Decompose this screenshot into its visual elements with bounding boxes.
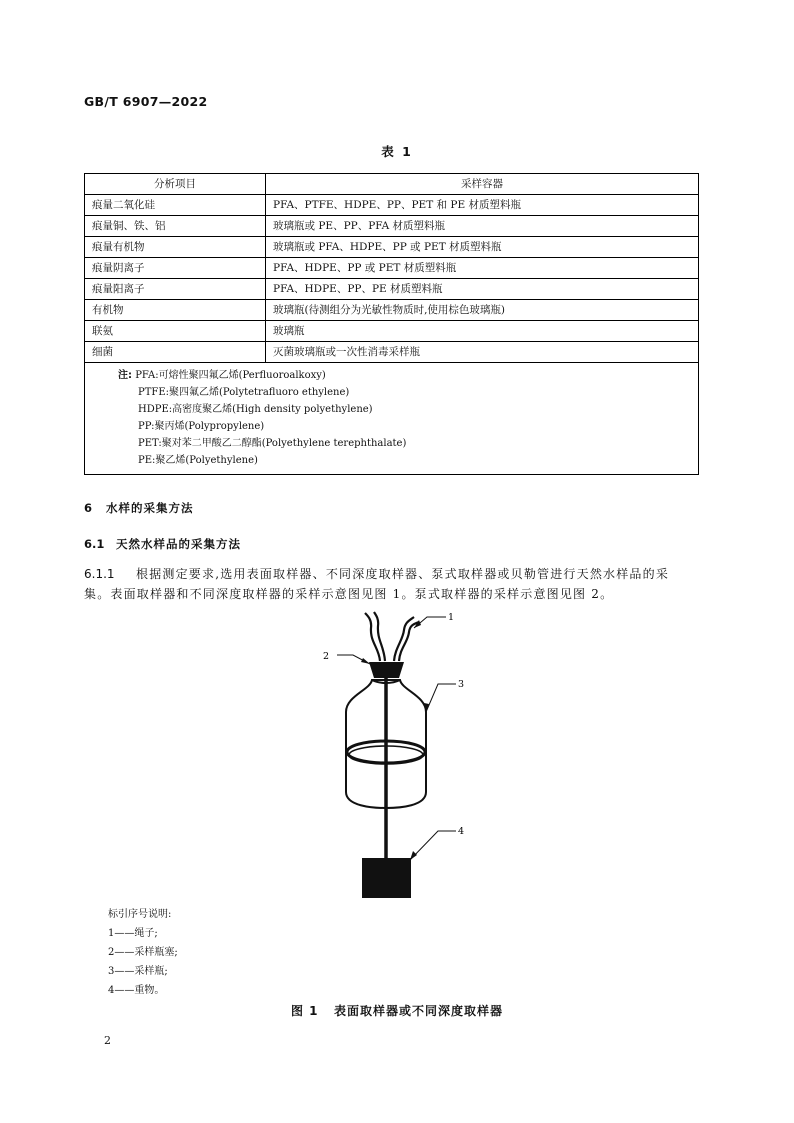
table-row	[85, 258, 699, 279]
bottle-stopper-icon	[369, 662, 404, 678]
table-cell: 痕量铜、铁、铝	[85, 216, 266, 237]
table-header-row	[85, 174, 699, 195]
section-6-heading	[84, 500, 194, 516]
figure-1-caption	[0, 1002, 794, 1019]
section-title: 水样的采集方法	[106, 501, 194, 515]
caption-title: 表面取样器或不同深度取样器	[334, 1004, 504, 1018]
column-header-analysis-item: 分析项目	[85, 174, 266, 195]
note-line: PET:聚对苯二甲酸乙二醇酯(Polyethylene terephthalate)	[138, 438, 407, 449]
column-header-container: 采样容器	[266, 174, 699, 195]
legend-item: 1——绳子;	[108, 928, 158, 939]
table-notes-row	[85, 363, 699, 475]
table-row	[85, 300, 699, 321]
legend-item: 2——采样瓶塞;	[108, 947, 178, 958]
section-number: 6.1	[84, 537, 105, 551]
table-cell: 痕量有机物	[85, 237, 266, 258]
clause-6-1-1	[84, 564, 700, 604]
table-title: 表 1	[381, 144, 413, 159]
clause-line-1	[84, 564, 700, 584]
table-row	[85, 321, 699, 342]
page-number: 2	[104, 1034, 111, 1047]
note-line: HDPE:高密度聚乙烯(High density polyethylene)	[138, 404, 373, 415]
table-cell: 灭菌玻璃瓶或一次性消毒采样瓶	[266, 342, 699, 363]
callout-2: 2	[323, 651, 330, 662]
weight-icon	[362, 858, 411, 898]
note-line: PE:聚乙烯(Polyethylene)	[138, 455, 258, 466]
table-cell: 细菌	[85, 342, 266, 363]
table-cell: 痕量二氧化硅	[85, 195, 266, 216]
table-cell: PFA、HDPE、PP 或 PET 材质塑料瓶	[266, 258, 699, 279]
figure-1-legend	[108, 905, 178, 1000]
rope-icon	[365, 612, 419, 661]
clause-number: 6.1.1	[84, 567, 115, 581]
caption-number: 图 1	[290, 1004, 319, 1018]
table-cell: 痕量阳离子	[85, 279, 266, 300]
table-notes	[85, 363, 699, 475]
section-number: 6	[84, 501, 93, 515]
table-cell: 玻璃瓶	[266, 321, 699, 342]
table-cell: 有机物	[85, 300, 266, 321]
table-cell: 玻璃瓶(待测组分为光敏性物质时,使用棕色玻璃瓶)	[266, 300, 699, 321]
table-cell: 联氨	[85, 321, 266, 342]
table-row	[85, 237, 699, 258]
note-line: PP:聚丙烯(Polypropylene)	[138, 421, 265, 432]
table-cell: 痕量阴离子	[85, 258, 266, 279]
figure-1-diagram	[0, 600, 794, 900]
callout-4: 4	[458, 826, 465, 837]
table-row	[85, 342, 699, 363]
standard-code: GB/T 6907—2022	[84, 94, 208, 109]
table-row	[85, 195, 699, 216]
legend-item: 3——采样瓶;	[108, 966, 168, 977]
table-row	[85, 216, 699, 237]
note-line	[85, 367, 698, 384]
note-text: PFA:可熔性聚四氟乙烯(Perfluoroalkoxy)	[135, 370, 326, 381]
clause-text: 根据测定要求,选用表面取样器、不同深度取样器、泵式取样器或贝勒管进行天然水样品的采	[136, 567, 670, 581]
table-cell: 玻璃瓶或 PE、PP、PFA 材质塑料瓶	[266, 216, 699, 237]
section-title: 天然水样品的采集方法	[116, 537, 241, 551]
table-cell: PFA、PTFE、HDPE、PP、PET 和 PE 材质塑料瓶	[266, 195, 699, 216]
note-label: 注:	[118, 370, 132, 381]
callout-3: 3	[458, 679, 465, 690]
section-6-1-heading	[84, 536, 241, 552]
callout-1: 1	[448, 612, 455, 623]
table-cell: PFA、HDPE、PP、PE 材质塑料瓶	[266, 279, 699, 300]
table-cell: 玻璃瓶或 PFA、HDPE、PP 或 PET 材质塑料瓶	[266, 237, 699, 258]
legend-title: 标引序号说明:	[108, 909, 172, 920]
legend-item: 4——重物。	[108, 985, 165, 996]
sampling-container-table	[84, 173, 699, 475]
note-line: PTFE:聚四氟乙烯(Polytetrafluoro ethylene)	[138, 387, 350, 398]
clause-line-2: 集。表面取样器和不同深度取样器的采样示意图见图 1。泵式取样器的采样示意图见图 2。	[84, 587, 614, 601]
table-row	[85, 279, 699, 300]
